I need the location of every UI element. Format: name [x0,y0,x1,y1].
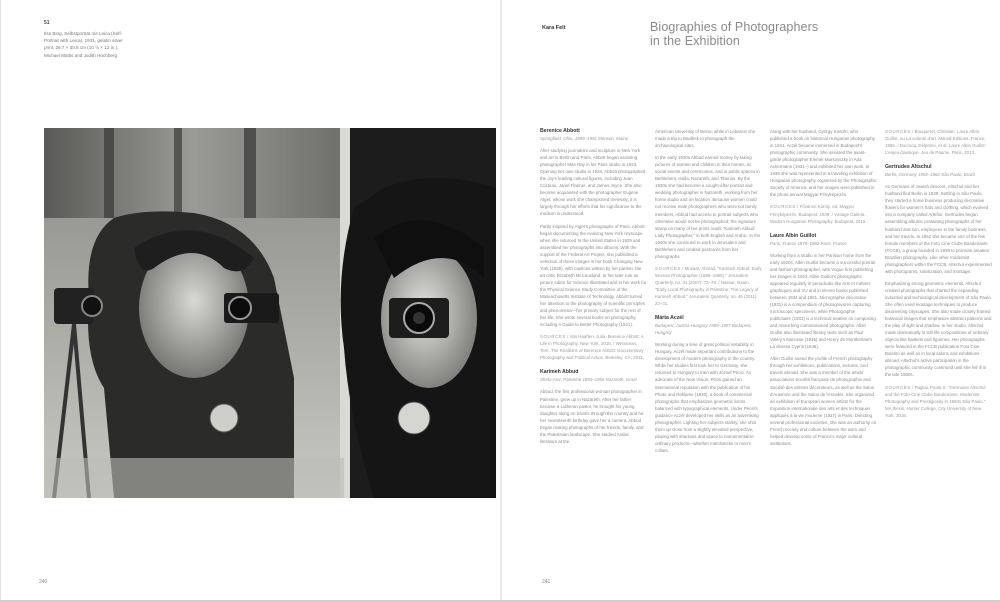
biography-sources [540,333,647,361]
photographer-dates: Budapest, Austria-Hungary 1909–1997 Budapest, Hungary [655,323,752,336]
biography-paragraph: Working during a time of great political instability in Hungary, Aczél made important contributions to the development of modern photography in the country. While her studies first took her to Germany, she returned to Hungary to train with József Pécsi. An advocate of the New Vision, Pécsi gained an international reputation with the publication of his Photo und Reklame (1930), a book of commercial photographs that emphasizes geometric forms balanced with typographical elements. Under Pécsi's guidance Aczél developed her skills as an advertising photographer. Lighting her subjects starkly, she shot them up close from a slightly elevated perspective, playing with shadows and space to monumentalize ordinary products—whether matchsticks or men's collars. [655,342,759,453]
photographer-dates: Springfield, Ohio, 1898–1991 Monson, Maine [540,136,629,141]
photographer-name: Karimeh Abbud [540,369,579,376]
biography-paragraph: In the early 1920s Abbud earned money by taking pictures of women and children in their homes, at social events and ceremonies, and in public spaces in Bethlehem, Haifa, Nazareth, and Tiberias. By the 1930s she had become a sought-after portrait and wedding photographer in Nazareth, working from her home studio and on location. Because women could not receive male photographers who were not family members, Abbud had access to portrait subjects who otherwise would not be photographed; the signature stamp on many of her prints reads "Karimeh Abbud Lady Photographer," in both English and Arabic. In the 1940s she continued to work in Jerusalem and Bethlehem and created postcards from her photographs. [655,155,761,259]
biography-paragraph: As Germans of Jewish descent, Altschul and her husband fled Berlin in 1939. Settling in São Paulo, they started a home business producing decorative flowers for women's hats and clothing, which evolved into a company called Artefior. Gertrudes began assembling albums containing photographs of her husband and son, employees in the family business, and her travels. In 1952 she became one of the few female members of the Foto Cine Clube Bandeirante (FCCB), a group founded in 1939 to promote amateur Brazilian photography. Like other modernist photographers within the FCCB, Altschul experimented with photograms, solarization, and montage. [885,184,992,274]
biography-sources [885,384,992,419]
text-column-2 [655,128,762,568]
biography-entry [540,369,647,444]
sources-separator: / [565,334,570,340]
biography-columns [540,128,992,568]
biography-sources [770,203,877,224]
photographer-name: Laure Albin Guillot [770,232,817,239]
biography-entry [655,128,762,307]
photographer-name: Gertrudes Altschul [885,164,932,171]
biography-entry [885,128,992,156]
biography-entry [770,128,877,225]
biography-paragraph: Partly inspired by Atget's photographs of Paris, Abbott began documenting the evolving New York cityscape when she returned to the United States in 1929 and assembled her photographs into albums. With the support of the Federal Art Project, she published a selection of these images in her book Changing New York (1939), with captions written by her partner, the art critic Elizabeth McCausland. In her later role as picture editor for Science Illustrated and in her work for the Physical Science Study Committee of the Massachusetts Institute of Technology, Abbott turned her attention to the photography of scientific principles and phenomena—her primary subject for the rest of her life. She wrote several books on photography, including A Guide to Better Photography (1941). [540,223,647,328]
text-column-3 [770,128,877,568]
sources-text: Van Haaften, Julia. Berenice Abbott: A Life in Photography. New York, 2018. / Weissman, Terri. The Realisms of Berenice Abbott: Documentary Photography and Political Action. Berkeley, CA, 2011. [540,334,644,361]
text-column-4 [885,128,992,568]
sources-text: Bouqueret, Christian. Laure Albin Guillot, ou La volonté d'art. Marval Éditions, France, 1996. / Ducrocq, Delphine, et al. Laure Albin Guillot: L'enjeu classique. Jeu de Paume, Paris, 2013. [885,129,986,156]
biography-paragraph: American University of Beirut; while in Lebanon she made a trip to Baalbek to photograph the archaeological sites. [655,129,756,149]
sources-label: SOURCES [885,129,911,134]
biography-sources [885,128,992,156]
sources-separator: / [680,265,685,271]
right-page [502,0,1000,600]
sources-separator: / [795,204,800,210]
section-title-line2: in the Exhibition [650,34,740,48]
photographer-name: Berenice Abbott [540,128,580,134]
sources-label: SOURCES [770,204,796,210]
section-title-line1: Biographies of Photographers [650,20,819,34]
photographer-name: Márta Aczél [655,315,684,322]
biography-entry [770,233,877,447]
sources-label: SOURCES [655,265,681,271]
biography-paragraph: Working from a studio in her Parisian home from the early 1920s, Albin Guillot became a successful portrait and fashion photographer, with Vogue first publishing her images in 1922. Albin Guillot's photographs appeared regularly in periodicals like Arts et métiers graphiques and VU and in eleven books published between 1934 and 1961. Micrographie décorative (1931) is a compendium of photogravures capturing microscopic specimens, while Photographie publicitaire (1933) is a technical treatise on composing and retouching commissioned photographs. Albin Guillot also illustrated literary texts such as Paul Valéry's Narcisse (1936) and Henry de Montherlant's La déesse Cypris (1946). [770,252,876,350]
text-column-1 [540,128,647,568]
biography-entry [885,164,992,419]
photographer-dates: Berlin, Germany 1904–1962 São Paulo, Brazil [885,172,975,178]
sources-label: SOURCES [540,334,566,340]
photographer-dates: Shefa-Amr, Palestine 1893–1955 Nazareth, Israel [540,377,637,383]
section-title [650,20,818,48]
photo-illustration [44,128,496,498]
biography-paragraph: After studying journalism and sculpture in New York and art in Berlin and Paris, Abbott began assisting photographer Man Ray in his Paris studio in 1923. Opening her own studio in 1926, Abbott photographed the city's leading cultural figures, including Jean Cocteau, Janet Flanner, and James Joyce. She also became acquainted with the photographer Eugène Atget, whose work she championed tirelessly; it is largely through her efforts that his significance to the medium is understood. [540,148,646,217]
sources-text: Pagliai, Paola S. "Gertrudes Altschul and the Foto-Cine Clube Bandeirante: Modernist Photography and Prestigiosity in 1950s São Paulo." MA thesis, Hunter College, City University of New York, 2016. [885,384,986,418]
photographer-dates: Paris, France 1879–1962 Paris, France [770,240,847,246]
figure-number: 51 [44,20,50,26]
sources-text: Mrowat, Ahmad. "Karimeh Abbud: Early Woman Photographer (1896–1955)." Jerusalem Quarterly, no. 31 (2007): 72–78. / Nassar, Issam. "Early Local Photography in Palestine: The Legacy of Karimeh Abbud." Jerusalem Quarterly, no. 46 (2011): 23–31. [655,265,762,307]
page-number-right: 241 [542,579,551,585]
sources-separator: / [910,129,915,134]
photograph-self-portrait [44,128,496,498]
biography-entry [540,128,647,361]
figure-caption: Ilse Bing, Selbstporträt mit Leica (Self-Portrait with Leica), 1931, gelatin silver print, 26.7 × 30.5 cm (10 ½ × 12 in.), Michael Mattis and Judith Hochberg [44,31,123,58]
left-page [0,0,500,600]
biography-entry [655,315,762,454]
biography-paragraph: Albin Guillot raised the profile of French photography through her exhibitions, publications, lectures, and travels abroad. She was a member of the artists' associations Société française de photographie and Société des artistes décorateurs, as well as the Salon d'Automne and the Salon de l'escalier. She organized an exhibition of European women artists for the Exposition internationale des arts et des techniques appliqués à la vie moderne (1937) in Paris. Directing several professional societies, she was an authority on French society and culture between the wars and helped develop some of France's major cultural institutions. [770,356,877,446]
biography-paragraph: Along with her husband, György Kinszki, who published a book on historical Hungarian photography in 1941, Aczél became immersed in Budapest's photographic community. She assisted the avant-garde photographer Elemér Marsovszky in Ada Ackermann (1931–) and exhibited her own work. In 1939 she was represented in a traveling exhibition of Hungarian photography organized by the Photographic Society of America, and her images were published in the photo annual Magyar Fényképezés. [770,129,877,198]
biography-paragraph: Emphasizing strong geometric elements, Altschul created photographs that charted the expanding industrial and technological development of São Paulo. She often used montage techniques to produce disorienting cityscapes. She also made closely framed botanical images that emphasize abstract patterns and the play of light and shadow. In her studio, Altschul made dramatically lit still-life compositions of ordinary objects like baskets and figurines. Her photographs were featured in the FCCB publication Foto Cine Boletim as well as in local salons and exhibitions abroad. Altschul's active participation in the photographic community continued until she fell ill in the late 1950s. [885,280,992,378]
sources-label: SOURCES [885,384,911,390]
sources-text: Fővárosi Károly, ed. Magyar Fényképezés. Budapest, 1939. / Vintage Galéria. Modern Hungarian Photography. Budapest, 2015. [770,204,867,224]
author-name: Kara Felt [542,25,566,31]
sources-separator: / [910,384,915,390]
page-number-left: 240 [39,579,48,585]
biography-sources [655,265,762,307]
biography-paragraph: Abbud, the first professional woman photographer in Palestine, grew up in Nazareth. After her father became a Lutheran pastor, he brought his young daughter along on travels through the country and for her seventeenth birthday gave her a camera. Abbud began making photographs of her friends, family, and the Palestinian landscape. She studied Arabic literature at the [540,389,644,444]
